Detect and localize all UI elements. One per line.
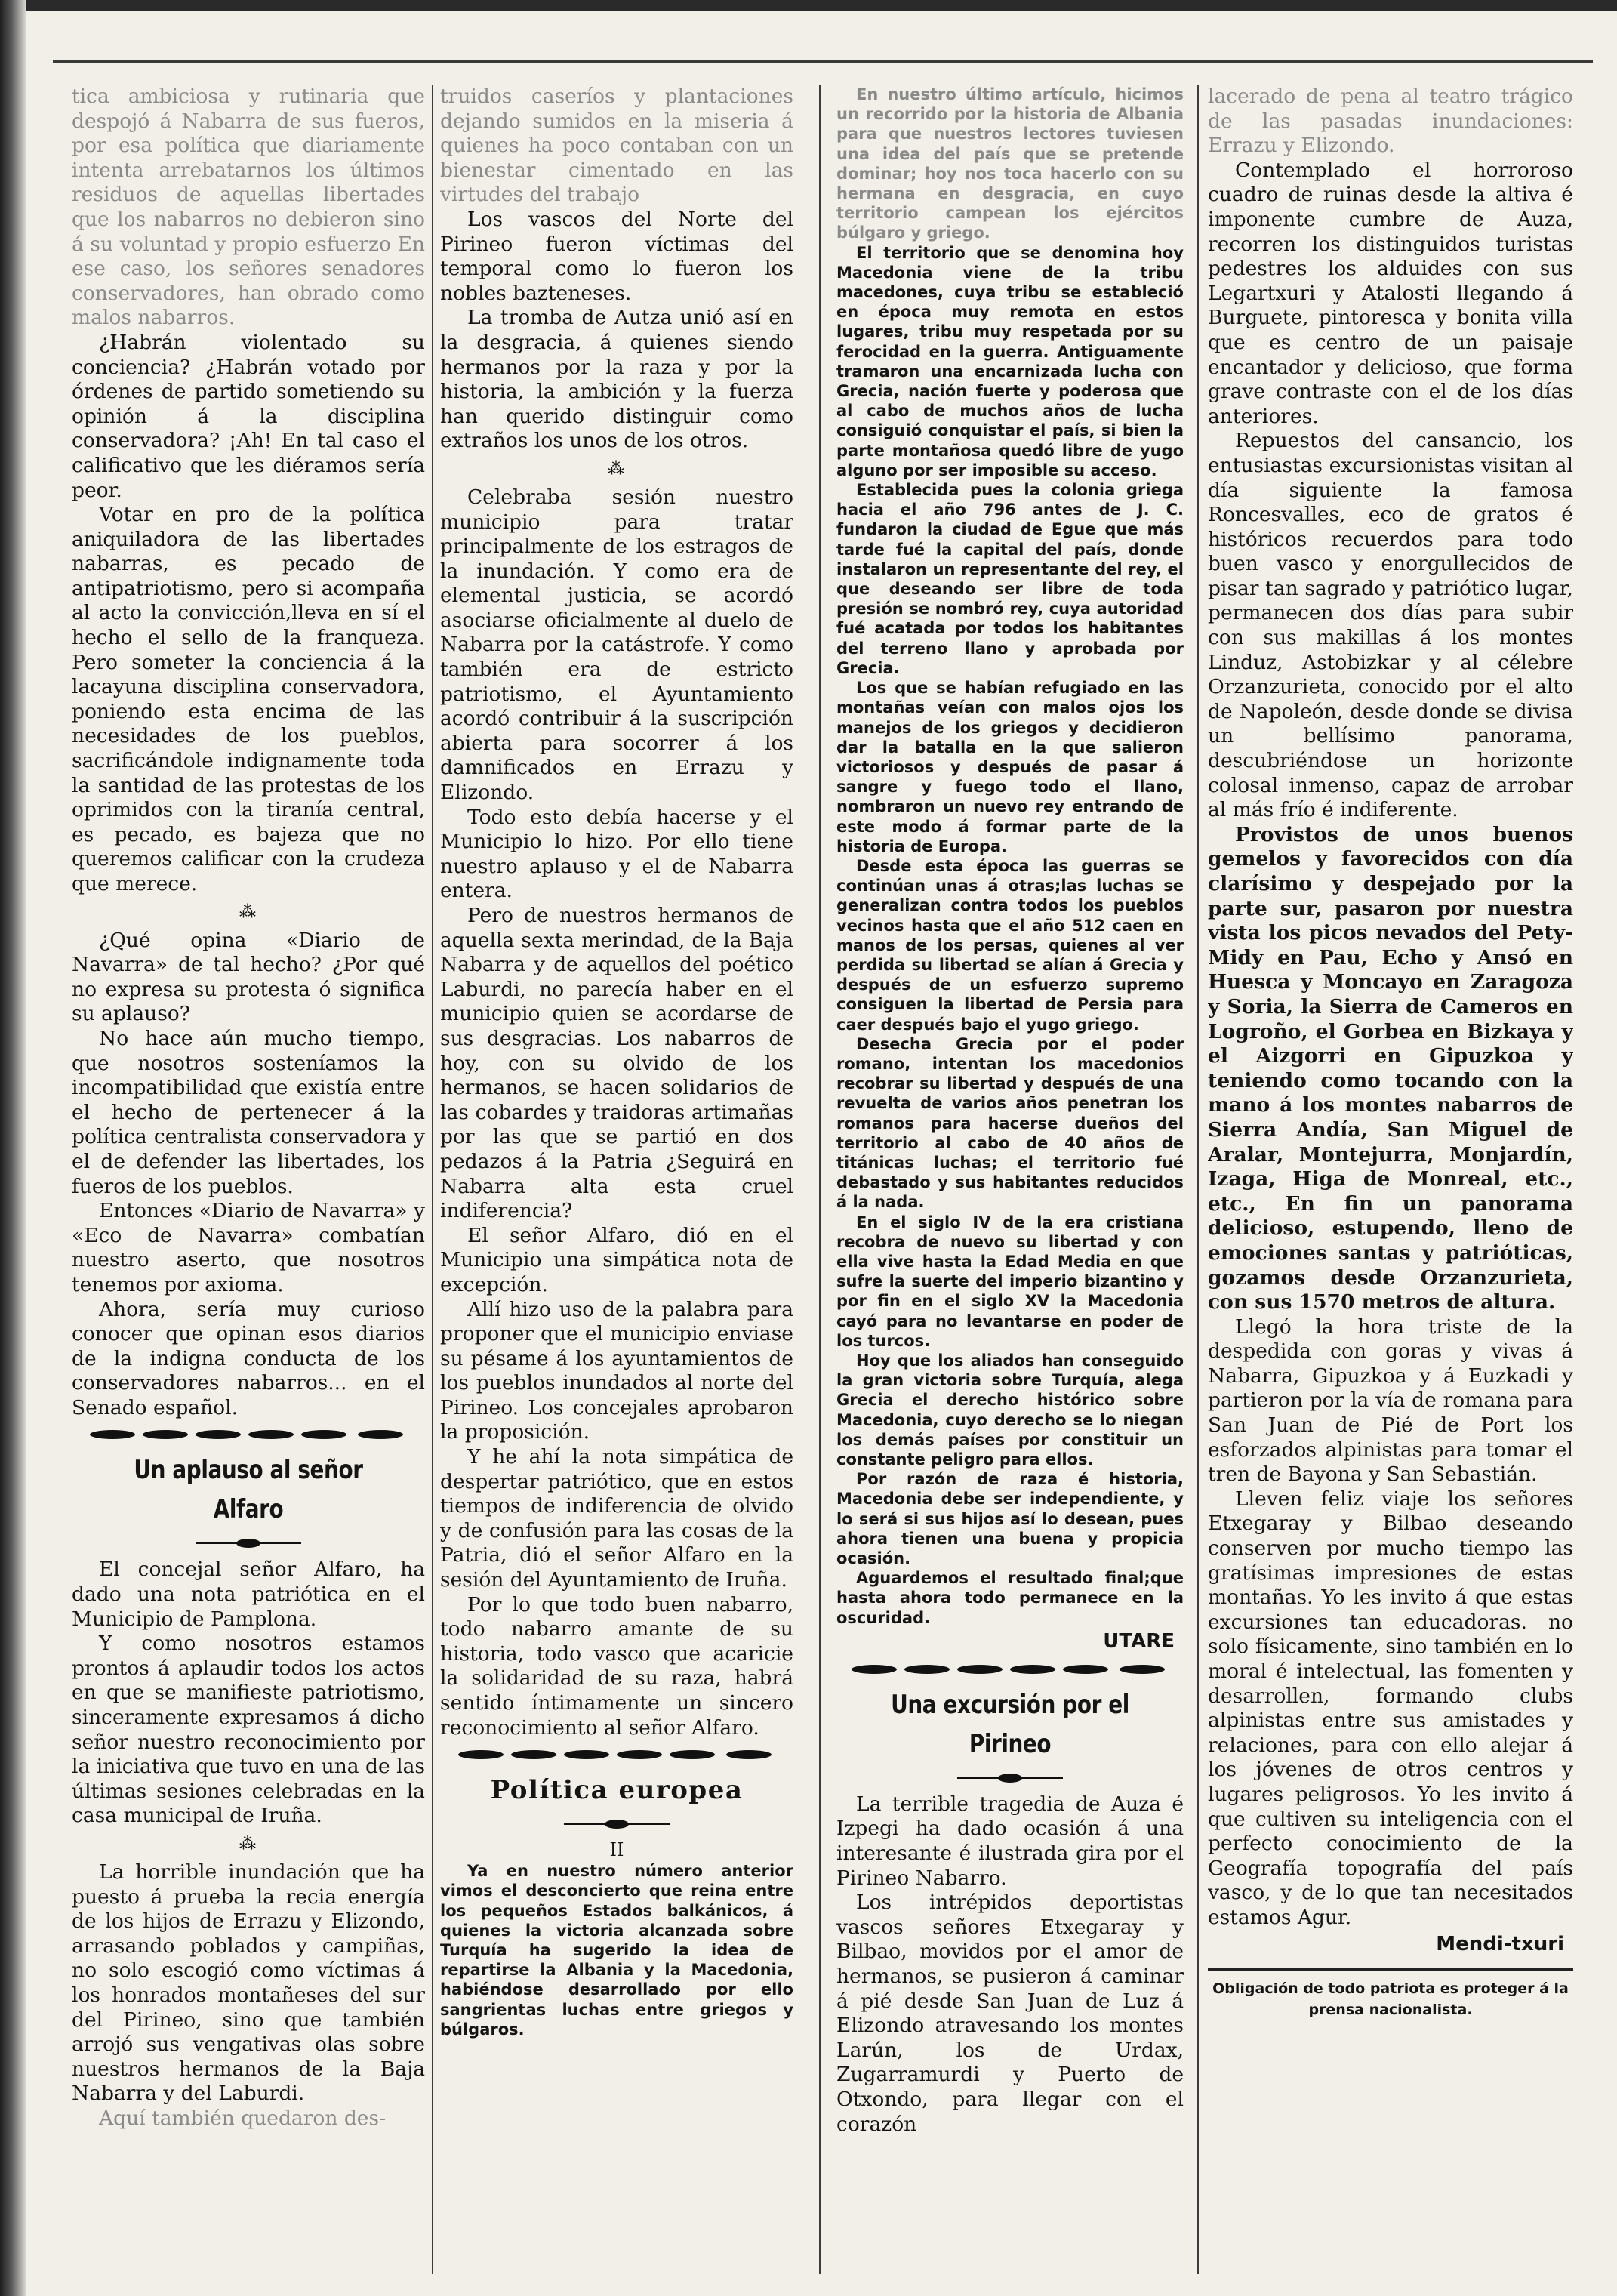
paragraph: En el siglo IV de la era cristiana recobra de nuevo su libertad y con ella vive hasta la Edad Media en que sufre la suerte del imperio bizantino y por fin en el siglo XV la Macedonia cayó para no levantarse en poder de los turcos.	[836, 1213, 1184, 1350]
ornament-small	[440, 1813, 793, 1835]
column-2	[440, 85, 793, 2274]
paragraph: Celebraba sesión nuestro municipio para tratar principalmente de los estragos de la inundación. Y como era de elemental justicia, se acordó asociarse oficialmente al duelo de Nabarra por la catástrofe. Y como también era de estricto patriotismo, el Ayuntamiento acordó contribuir á la suscripción abierta para socorrer á los damnificados en Errazu y Elizondo.	[440, 485, 793, 805]
column-4	[1208, 85, 1573, 2274]
paragraph: tica ambiciosa y rutinaria que despojó á Nabarra de sus fueros, por esa política que diariamente intenta arrebatarnos los últimos residuos de aquellas libertades que los nabarros no debieron sino á su voluntad y propio esfuerzo En ese caso, los señores senadores conservadores, han obrado como malos nabarros.	[72, 85, 425, 330]
paragraph: Ahora, sería muy curioso conocer que opinan esos diarios de la indigna conducta de los conservadores nabarros... en el Senado español.	[72, 1297, 425, 1419]
ornament-rule	[72, 1423, 425, 1446]
ornament-rule	[440, 1743, 793, 1766]
paragraph: Ya en nuestro número anterior vimos el desconcierto que reina entre los pequeños Estados balkánicos, á quienes la victoria alcanzada sobre Turquía ha sugerido la idea de repartirse la Albania y la Macedonia, habiéndose desarrollado por ello sangrientas luchas entre griegos y búlgaros.	[440, 1862, 793, 2039]
paragraph: El concejal señor Alfaro, ha dado una nota patriótica en el Municipio de Pamplona.	[72, 1558, 425, 1631]
paragraph: El señor Alfaro, dió en el Municipio una simpática nota de excepción.	[440, 1223, 793, 1296]
article-heading: Un aplauso al señor Alfaro	[134, 1455, 363, 1525]
paragraph: Repuestos del cansancio, los entusiastas excursionistas visitan al día siguiente la famosa Roncesvalles, eco de gratos é históricos recuerdos para todo buen vasco y enorgullecidos de pisar tan sagrado y patriótico lugar, permanecen dos días para subir con sus makillas á los montes Linduz, Astobizkar y al célebre Orzanzurieta, conocido por el alto de Napoleón, desde donde se divisa un bellísimo panorama, descubriéndose un horizonte colosal inmenso, capaz de arrobar al más frío é indiferente.	[1208, 429, 1573, 822]
paragraph: En nuestro último artículo, hicimos un recorrido por la historia de Albania para que nuestros lectores tuviesen una idea del país que se pretende dominar; hoy nos toca hacerlo con su hermana en desgracia, en cuyo territorio campean los ejércitos búlgaro y griego.	[836, 85, 1184, 242]
paragraph: Llegó la hora triste de la despedida con goras y vivas á Nabarra, Gipuzkoa y á Euzkadi y partieron por la vía de romana para San Juan de Pié de Port los esforzados alpinistas para tomar el tren de Bayona y San Sebastián.	[1208, 1314, 1573, 1487]
article-heading: Política europea	[490, 1775, 744, 1806]
paragraph: No hace aún mucho tiempo, que nosotros sosteníamos la incompatibilidad que existía entre el hecho de pertenecer á la política centralista conservadora y el de defender las libertades, los fueros de los pueblos.	[72, 1026, 425, 1198]
column-divider	[1197, 85, 1199, 2274]
paragraph: Contemplado el horroroso cuadro de ruinas desde la altiva é imponente cumbre de Auza, recorren los distinguidos turistas pedestres los alduides con sus Legartxuri y Atalosti llegando á Burguete, pintoresca y bonita villa que es centro de un paisaje encantador y delicioso, que forma grave contraste con el de los días anteriores.	[1208, 158, 1573, 428]
paragraph: Provistos de unos buenos gemelos y favorecidos con día clarísimo y despejado por la parte sur, pasaron por nuestra vista los picos nevados del Pety-Midy en Pau, Echo y Ansó en Huesca y Moncayo en Zaragoza y Soria, la Sierra de Cameros en Logroño, el Gorbea en Bizkaya y el Aizgorri en Gipuzkoa y teniendo como tocando con la mano á los montes nabarros de Sierra Andía, San Miguel de Aralar, Montejurra, Monjardín, Izaga, Higa de Monreal, etc., etc., En fin un panorama delicioso, estupendo, lleno de emociones santas y patrióticas, gozamos desde Orzanzurieta, con sus 1570 metros de altura.	[1208, 822, 1573, 1314]
paragraph: Desde esta época las guerras se continúan unas á otras;las luchas se generalizan contra todos los pueblos vecinos hasta que el año 512 caen en manos de los persas, quienes al ver perdida su libertad se alían á Grecia y después de un esfuerzo supremo consiguen la libertad de Persia para caer después bajo el yugo griego.	[836, 856, 1184, 1034]
paragraph: Establecida pues la colonia griega hacia el año 796 antes de J. C. fundaron la ciudad de Egue que más tarde fué la capital del país, donde instalaron un representante del rey, el que deseando ser libre de toda presión se nombró rey, cuya autoridad fué acatada por todos los habitantes del terreno llano y aprobada por Grecia.	[836, 481, 1184, 677]
ornament-rule	[836, 1658, 1184, 1681]
paragraph: Los intrépidos deportistas vascos señores Etxegaray y Bilbao, movidos por el amor de hermanos, se pusieron á caminar á pié desde San Juan de Luz á Elizondo atravesando los montes Larún, los de Urdax, Zugarramurdi y Puerto de Otxondo, para llegar con el corazón	[836, 1891, 1184, 2136]
article-heading: Una excursión por el Pirineo	[891, 1689, 1129, 1759]
paragraph: Por lo que todo buen nabarro, todo nabarro amante de su historia, todo vasco que acaricie la solidaridad de su raza, habrá sentido íntimamente un sincero reconocimiento al señor Alfaro.	[440, 1592, 793, 1740]
paragraph: Entonces «Diario de Navarra» y «Eco de Navarra» combatían nuestro aserto, que nosotros tenemos por axioma.	[72, 1199, 425, 1296]
paragraph: ¿Habrán violentado su conciencia? ¿Habrán votado por órdenes de partido sometiendo su opinión á la disciplina conservadora? ¡Ah! En tal caso el calificativo que les diéramos sería peor.	[72, 330, 425, 502]
ornament-small	[72, 1532, 425, 1555]
paragraph: Pero de nuestros hermanos de aquella sexta merindad, de la Baja Nabarra y de aquellos del poético Laburdi, no parecía haber en el municipio quien se acordarse de sus desgracias. Los nabarros de hoy, con su olvido de los hermanos, se hacen solidarios de las cobardes y traidoras artimañas por las que se partió en dos pedazos á la Patria ¿Seguirá en Nabarra alta esta cruel indiferencia?	[440, 904, 793, 1223]
column-divider	[819, 85, 821, 2274]
section-separator-stars: ⁂	[239, 902, 257, 922]
paragraph: truidos caseríos y plantaciones dejando sumidos en la miseria á quienes ha poco contaban con un bienestar cimentado en las virtudes del trabajo	[440, 85, 793, 207]
paragraph: La horrible inundación que ha puesto á prueba la recia energía de los hijos de Errazu y Elizondo, arrasando poblados y campiñas, no solo escogió como víctimas á los honrados montañeses del sur del Pirineo, sino que también arrojó sus vengativas olas sobre nuestros hermanos de la Baja Nabarra y del Laburdi.	[72, 1860, 425, 2106]
paragraph: Y como nosotros estamos prontos á aplaudir todos los actos en que se manifieste patriotismo, sinceramente expresamos á dicho señor nuestro reconocimiento por la iniciativa que tuvo en una de las últimas sesiones celebradas en la casa municipal de Iruña.	[72, 1632, 425, 1828]
paragraph: Los vascos del Norte del Pirineo fueron víctimas del temporal como lo fueron los nobles bazteneses.	[440, 207, 793, 305]
paragraph: Y he ahí la nota simpática de despertar patriótico, que en estos tiempos de indiferencia de olvido y de confusión para las cosas de la Patria, dió el señor Alfaro en la sesión del Ayuntamiento de Iruña.	[440, 1445, 793, 1592]
paragraph: lacerado de pena al teatro trágico de las pasadas inundaciones: Errazu y Elizondo.	[1208, 85, 1573, 158]
paragraph: Por razón de raza é historia, Macedonia debe ser independiente, y lo será si sus hijos así lo desean, pues ahora tienen una buena y propicia ocasión.	[836, 1470, 1184, 1568]
scan-edge-left	[0, 0, 26, 2296]
author-signature: UTARE	[1103, 1629, 1175, 1653]
paragraph: El territorio que se denomina hoy Macedonia viene de la tribu macedones, cuya tribu se estableció en época muy remota en estos lugares, tribu muy respetada por su ferocidad en la guerra. Antiguamente tramaron una encarnizada lucha con Grecia, nación fuerte y poderosa que al cabo de muchos años de lucha consiguió conquistar el país, si bien la parte montañosa quedó libre de yugo alguno por ser imposible su acceso.	[836, 243, 1184, 479]
section-separator-stars: ⁂	[608, 459, 626, 479]
paragraph: Los que se habían refugiado en las montañas veían con malos ojos los manejos de los griegos y decidieron dar la batalla en la que salieron victoriosos y después de pasar á sangre y fuego todo el llano, nombraron un nuevo rey entrando de este modo á formar parte de la historia de Europa.	[836, 679, 1184, 855]
column-divider	[432, 85, 433, 2274]
paragraph: Aguardemos el resultado final;que hasta ahora todo permanece en la oscuridad.	[836, 1569, 1184, 1627]
paragraph: ¿Qué opina «Diario de Navarra» de tal hecho? ¿Por qué no expresa su protesta ó significa su aplauso?	[72, 928, 425, 1026]
paragraph: Todo esto debía hacerse y el Municipio lo hizo. Por ello tiene nuestro aplauso y el de Nabarra entera.	[440, 805, 793, 903]
top-rule	[53, 60, 1593, 63]
paragraph: La terrible tragedia de Auza é Izpegi ha dado ocasión á una interesante é ilustrada gira por el Pirineo Nabarro.	[836, 1792, 1184, 1890]
paragraph: La tromba de Autza unió así en la desgracia, á quienes siendo hermanos por la raza y por la historia, la ambición y la fuerza han querido distinguir como extraños los unos de los otros.	[440, 306, 793, 453]
scan-edge-top	[0, 0, 1617, 11]
article-part-number: II	[609, 1839, 624, 1861]
paragraph: Aquí también quedaron des-	[99, 2106, 387, 2130]
paragraph: Lleven feliz viaje los señores Etxegaray y Bilbao deseando conserven por mucho tiempo las gratísimas impresiones de estas montañas. Yo les invito á que estas excursiones tan educadoras. no solo físicamente, sino también en lo moral é intelectual, las fomenten y desarrollen, formando clubs alpinistas entre sus amistades y relaciones, para con ello alejar á los jóvenes de otros centros y lugares peligrosos. Yo les invito á que cultiven su inteligencia con el perfecto conocimiento de la Geografía topografía del país vasco, y de lo que tan necesitados estamos Agur.	[1208, 1487, 1573, 1929]
column-1	[72, 85, 425, 2274]
author-signature: Mendi-txuri	[1436, 1932, 1564, 1955]
paragraph: Votar en pro de la política aniquiladora de las libertades nabarras, es pecado de antipatriotismo, pero si acompaña al acto la convicción,lleva en sí el hecho el sello de la franqueza. Pero someter la conciencia á la lacayuna disciplina conservadora, poniendo esta encima de las necesidades de los pueblos, sacrificándole indignamente toda la santidad de las protestas de los oprimidos con la tiranía central, es pecado, es bajeza que no queremos calificar con la crudeza que merece.	[72, 503, 425, 895]
section-separator-stars: ⁂	[239, 1835, 257, 1854]
paragraph: Allí hizo uso de la palabra para proponer que el municipio enviase su pésame á los ayuntamientos de los pueblos inundados al norte del Pirineo. Los concejales aprobaron la proposición.	[440, 1297, 793, 1444]
footer-notice: Obligación de todo patriota es proteger á la prensa nacionalista.	[1208, 1968, 1573, 2020]
column-3	[836, 85, 1184, 2274]
paragraph: Hoy que los aliados han conseguido la gran victoria sobre Turquía, alega Grecia el derecho histórico sobre Macedonia, cuyo derecho se lo niegan los demás países por constituir un constante peligro para ellos.	[836, 1351, 1184, 1469]
ornament-small	[836, 1767, 1184, 1789]
paragraph: Desecha Grecia por el poder romano, intentan los macedonios recobrar su libertad y después de una revuelta de varios años penetran los romanos para hacerse dueños del territorio al cabo de 40 años de titánicas luchas; el territorio fué debastado y sus habitantes reducidos á la nada.	[836, 1034, 1184, 1212]
